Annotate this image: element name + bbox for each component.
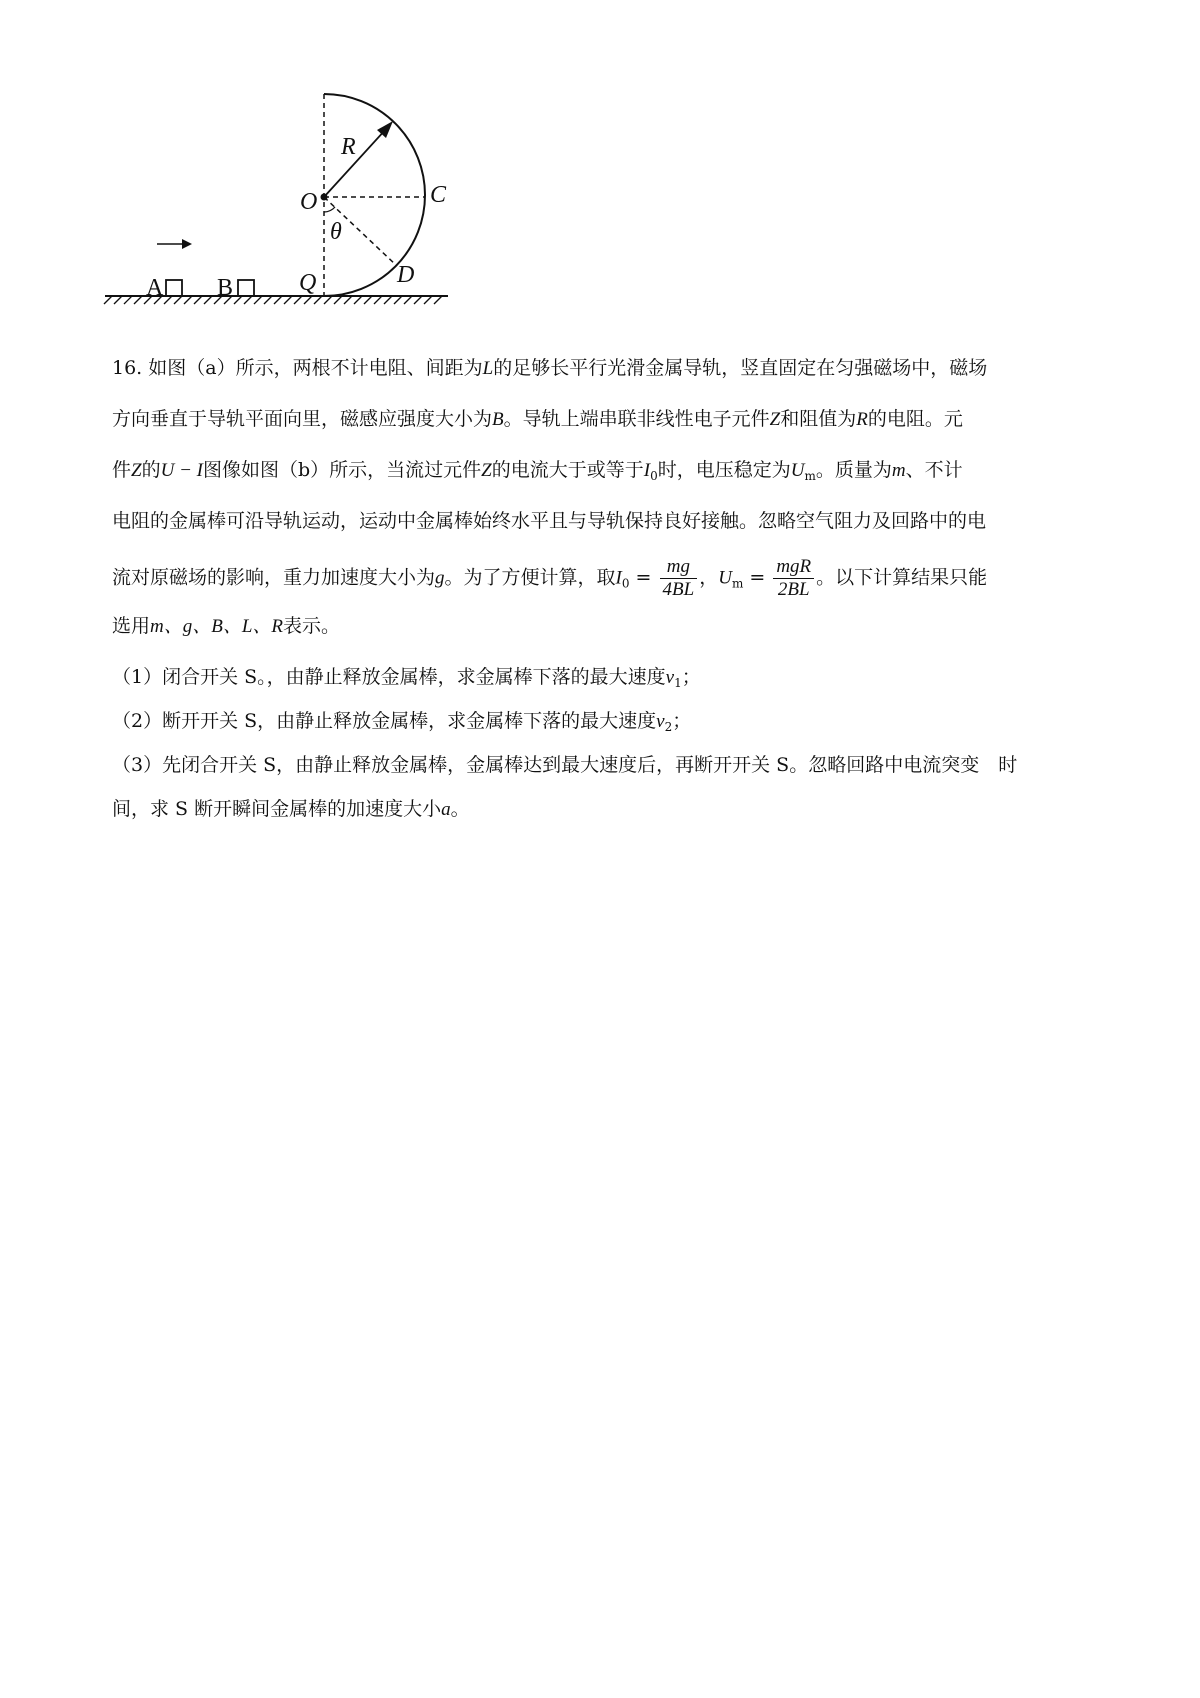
equals: = [743,566,772,589]
physics-diagram [100,90,520,350]
text: ； [681,666,701,688]
fraction-numerator: mgR [773,556,814,579]
label-theta: θ [330,219,342,245]
theta-angle-arc [324,207,335,212]
var-g: g [435,567,445,589]
problem-line-1 [112,352,1102,403]
text: 。导轨上端串联非线性电子元件 [503,408,770,430]
var-u: U [790,460,805,481]
var-i: I [615,567,622,589]
problem-line-6 [112,610,1102,661]
text: 方向垂直于导轨平面向里，磁感应强度大小为 [112,408,493,430]
label-o: O [300,189,318,215]
var-z: Z [131,460,142,481]
text: 选用 [112,615,151,637]
text: 和阻值为 [780,408,857,430]
var-z: Z [769,409,781,430]
problem-number: 16. [112,357,143,379]
question-1 [112,661,1102,705]
var-z: Z [481,460,492,481]
var-r: R [856,409,868,430]
velocity-arrowhead [182,239,192,249]
center-point-o [321,194,328,201]
subscript-0: 0 [650,469,658,483]
text: （3）先闭合开关 S，由静止释放金属棒，金属棒达到最大速度后，再断开开关 S。忽略回路中电流突变 时 [112,754,1018,776]
var-u-i: U − I [160,460,203,481]
question-3 [112,749,1102,793]
label-q: Q [299,270,317,296]
question-2 [112,705,1102,749]
problem-line-5 [112,556,1102,610]
var-m: m [891,460,906,481]
fraction-um [773,556,814,601]
fraction-numerator: mg [660,556,698,579]
var-l: L [482,358,494,379]
text: ， [699,566,719,589]
text: 的电流大于或等于 [491,459,644,481]
text: 如图（a）所示，两根不计电阻、间距为 [148,357,483,379]
text: 的 [141,459,161,481]
subscript-1: 1 [674,676,682,690]
fraction-i0 [660,556,698,601]
label-b: B [217,275,234,301]
var-a: a [441,799,451,820]
problem-line-3 [112,454,1102,505]
var-u: U [718,567,732,589]
problem-line-2 [112,403,1102,454]
variable-list: m、g、B、L、R [150,616,284,637]
label-r: R [341,134,356,160]
label-c: C [430,182,447,208]
fraction-denominator: 4BL [662,579,695,600]
block-a [166,280,182,296]
problem-16 [112,352,1102,837]
var-b: B [492,409,504,430]
problem-line-4 [112,505,1102,556]
subscript-0: 0 [621,576,630,591]
text: 、不计 [905,459,963,481]
text: 间，求 S 断开瞬间金属棒的加速度大小 [112,798,442,820]
text: （1）闭合开关 S。，由静止释放金属棒，求金属棒下落的最大速度 [112,666,666,688]
text: 件 [112,459,132,481]
var-v: v [665,667,675,688]
block-b [238,280,254,296]
text: 。 [450,798,470,820]
var-v: v [656,711,665,732]
text: 图像如图（b）所示，当流过元件 [202,459,482,481]
label-d: D [397,262,415,288]
subscript-2: 2 [664,720,673,734]
text: 。质量为 [815,459,892,481]
subscript-m: m [804,469,816,483]
text: （2）断开开关 S，由静止释放金属棒，求金属棒下落的最大速度 [112,710,657,732]
question-3-cont [112,793,1102,837]
equals: = [629,566,658,589]
text: 。为了方便计算，取 [444,566,616,589]
text: ； [672,710,692,732]
text: 的电阻。元 [867,408,963,430]
text: 表示。 [283,615,341,637]
label-a: A [146,275,164,301]
text: 电阻的金属棒可沿导轨运动，运动中金属棒始终水平且与导轨保持良好接触。忽略空气阻力及回路中的电 [112,510,987,532]
text: 的足够长平行光滑金属导轨，竖直固定在匀强磁场中，磁场 [493,357,988,379]
var-i: I [643,460,651,481]
subscript-m: m [731,576,744,591]
fraction-denominator: 2BL [777,579,810,600]
text: 流对原磁场的影响，重力加速度大小为 [112,566,436,589]
text: 时，电压稳定为 [657,459,791,481]
text: 。以下计算结果只能 [816,566,988,589]
